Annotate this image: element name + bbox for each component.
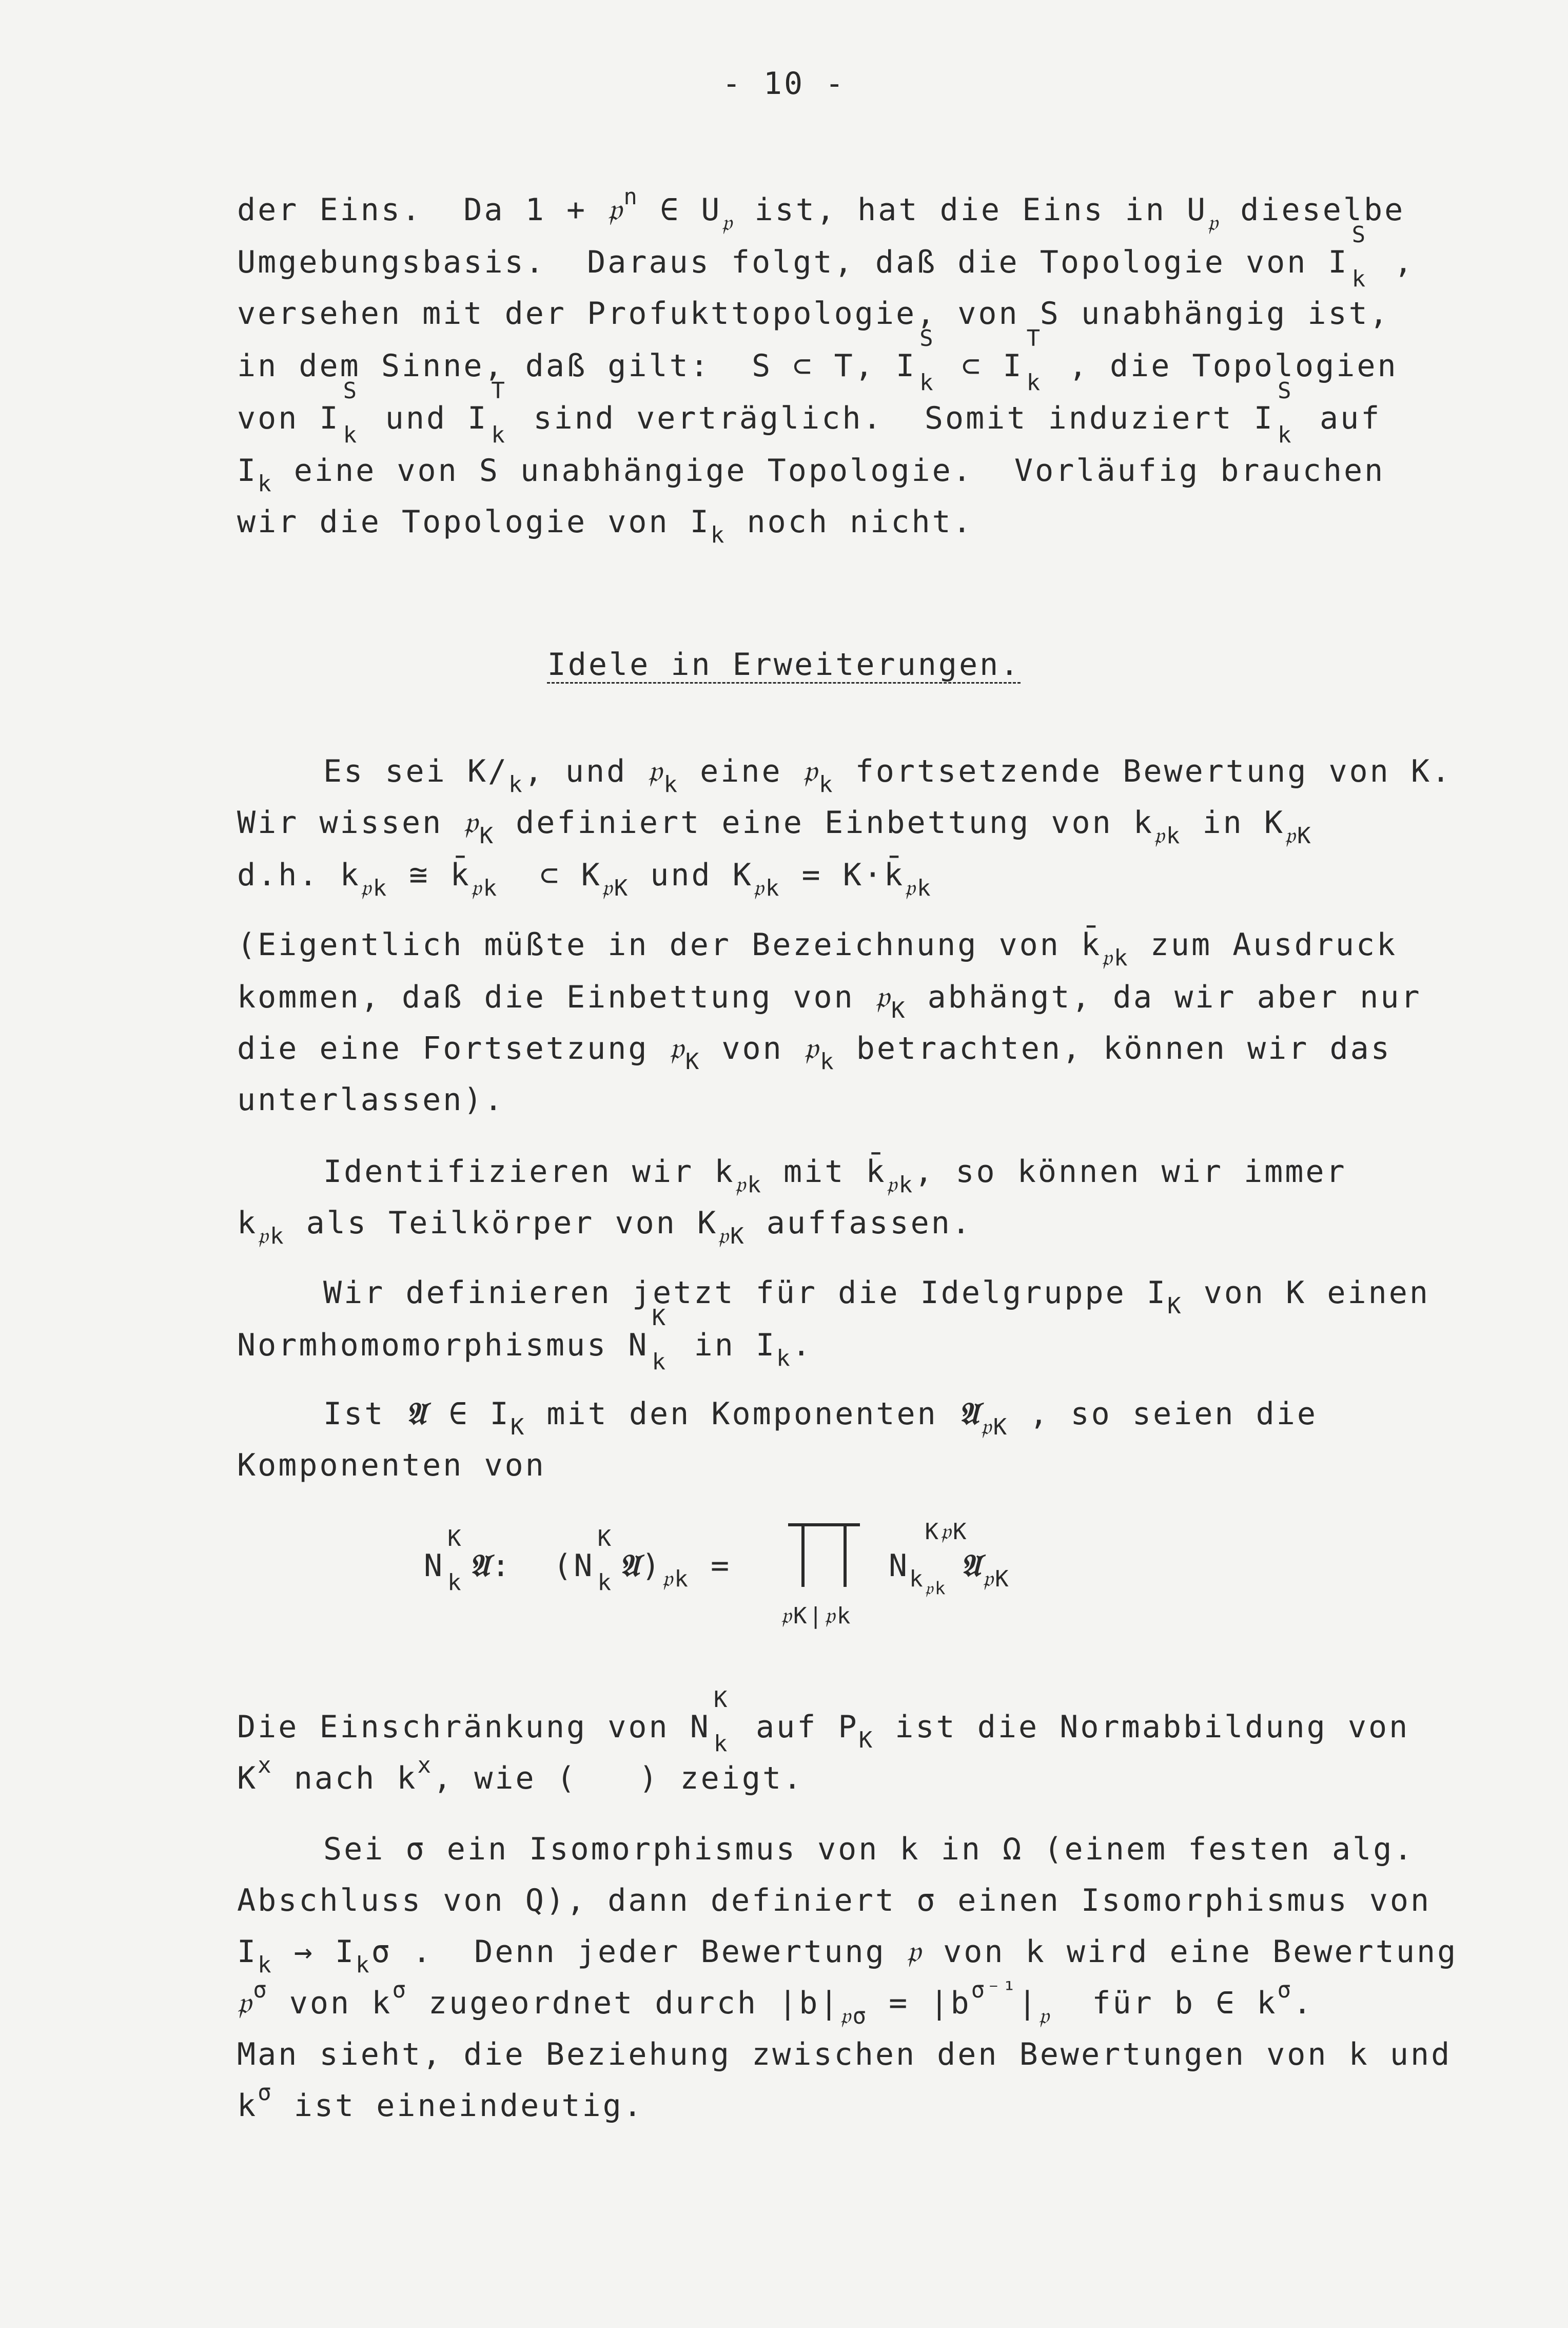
text-line-15: Identifizieren wir $k_{𝔭k}$ mit $k̄_{𝔭k}$, so können wir immer xyxy=(323,1154,1347,1198)
text-line-9: Wir wissen 𝔭$_K$ definiert eine Einbettung von $k_{𝔭k}$ in $K_{𝔭K}$ xyxy=(237,805,1313,849)
text-line-8: Es sei $K/_k$, und 𝔭$_k$ eine 𝔭$_k$ fortsetzende Bewertung von K. xyxy=(323,753,1453,798)
text-line-2: Umgebungsbasis. Daraus folgt, daß die Topologie von I S k , xyxy=(237,222,1415,292)
text-line-1: der Eins. Da 1 + 𝔭$^n$ ∈ $U_𝔭$ ist, hat die Eins in $U_𝔭$ dieselbe xyxy=(237,184,1405,236)
norm-formula-right: $N_{k_{𝔭k}}^{K𝔭K}𝔄_{𝔭K}$ xyxy=(889,1519,1011,1599)
text-line-16: $k_{𝔭k}$ als Teilkörper von $K_{𝔭K}$ auffassen. xyxy=(237,1205,972,1249)
text-line-13: die eine Fortsetzung 𝔭$_K$ von 𝔭$_k$ betrachten, können wir das xyxy=(237,1031,1391,1075)
text-line-4: in dem Sinne, daß gilt: S ⊂ T, I S k ⊂ I T k , die Topologien xyxy=(237,325,1398,396)
text-line-28: $k^\sigma$ ist eineindeutig. xyxy=(237,2080,644,2124)
product-symbol xyxy=(788,1523,860,1589)
text-line-12: kommen, daß die Einbettung von 𝔭$_K$ abhängt, da wir aber nur xyxy=(237,979,1422,1023)
text-line-5: von I S k und I T k sind verträglich. Somit induziert I S k auf xyxy=(237,378,1382,448)
text-line-26: 𝔭$^\sigma$ von $k^\sigma$ zugeordnet durch $|b|_{𝔭\sigma} = |b^{\sigma^{-1}}|_𝔭$ für b ∈ $k^\sigma$. xyxy=(237,1977,1314,2029)
text-line-10: d.h. $k_{𝔭k}$ ≅ $k̄_{𝔭k}$ ⊂ $K_{𝔭K}$ und $K_{𝔭k}$ = $K\cdot k̄_{𝔭k}$ xyxy=(237,857,933,901)
text-line-11: (Eigentlich müßte in der Bezeichnung von $k̄_{𝔭k}$ zum Ausdruck xyxy=(237,927,1398,971)
text-line-7: wir die Topologie von $I_k$ noch nicht. xyxy=(237,504,973,548)
text-line-22: $K^x$ nach $k^x$, wie ( ) zeigt. xyxy=(237,1752,804,1796)
text-line-27: Man sieht, die Beziehung zwischen den Bewertungen von k und xyxy=(237,2036,1452,2072)
text-line-20: Komponenten von xyxy=(237,1447,546,1483)
text-line-18: Normhomomorphismus N K k in $I_k$. xyxy=(237,1305,813,1375)
product-index: 𝔭K|𝔭k xyxy=(781,1603,853,1629)
text-line-25: $I_k \to I_k\sigma$ . Denn jeder Bewertung 𝔭 von k wird eine Bewertung xyxy=(237,1934,1458,1978)
text-line-21: Die Einschränkung von N K k auf $P_K$ ist die Normabbildung von xyxy=(237,1686,1410,1757)
text-line-17: Wir definieren jetzt für die Idelgruppe $I_K$ von K einen xyxy=(323,1275,1430,1319)
section-heading: Idele in Erweiterungen. xyxy=(547,647,1021,683)
text-line-3: versehen mit der Profukttopologie, von S unabhängig ist, xyxy=(237,296,1390,332)
text-line-23: Sei σ ein Isomorphismus von k in Ω (einem festen alg. xyxy=(323,1831,1415,1867)
text-line-24: Abschluss von Q), dann definiert σ einen Isomorphismus von xyxy=(237,1883,1432,1918)
text-line-14: unterlassen). xyxy=(237,1082,505,1118)
norm-formula-left: N K k 𝔄: (N K k $𝔄)_{𝔭k}$ = xyxy=(424,1525,732,1596)
text-line-6: $I_k$ eine von S unabhängige Topologie. Vorläufig brauchen xyxy=(237,453,1385,497)
page-number: - 10 - xyxy=(722,66,846,102)
text-line-19: Ist 𝔄 ∈ $I_K$ mit den Komponenten 𝔄$_{𝔭K}$ , so seien die xyxy=(323,1396,1318,1440)
